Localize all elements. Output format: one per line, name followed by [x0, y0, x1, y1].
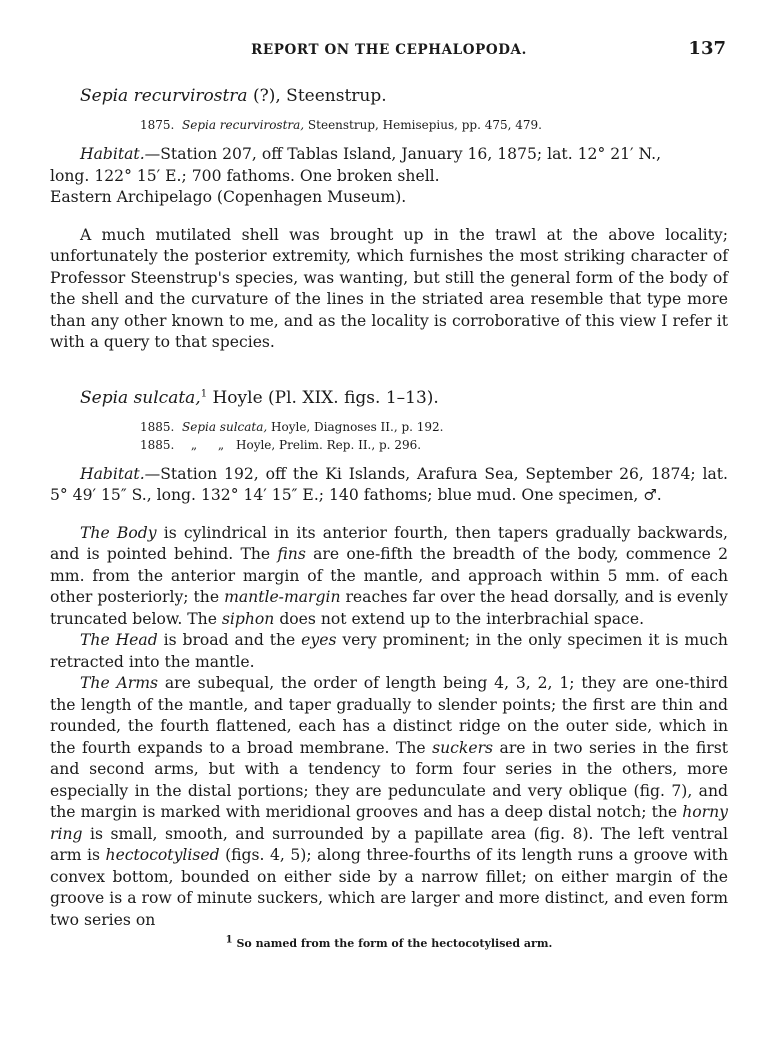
ref-year: 1885.	[140, 437, 175, 452]
male-symbol: ♂	[643, 486, 657, 504]
ref-text: Steenstrup, Hemisepius, pp. 475, 479.	[304, 118, 542, 132]
head-paragraph	[50, 630, 728, 673]
ditto-mark: „	[217, 437, 225, 452]
species-title-sulcata	[80, 388, 728, 408]
synonymy-entry	[140, 116, 728, 134]
ref-name: Sepia recurvirostra,	[182, 118, 305, 132]
ref-year: 1875.	[140, 118, 175, 132]
text: are subequal, the order of length being 4, 3, 2, 1; they are one-third the length of the mantle, and taper gradually to slender points; the first are thin and rounded, the fourth flattened, each has a distinct ridge on the outer side, which in the fourth expands to a broad membrane. The	[50, 674, 728, 757]
term: The Head	[80, 631, 158, 649]
habitat-text: —Station 207, off Tablas Island, January 16, 1875; lat. 12° 21′ N.,	[144, 145, 662, 163]
term: hectocotylised	[105, 846, 220, 864]
ref-text: Hoyle, Diagnoses II., p. 192.	[267, 419, 444, 434]
description-recurvirostra: A much mutilated shell was brought up in the trawl at the above locality; unfortunately the posterior extremity, which furnishes the most striking character of Professor Steenstrup's species, was wanting, but still the general form of the body of the shell and the curvature of the lines in the striated area resemble that type more than any other known to me, and as the locality is corroborative of this view I refer it with a query to that species.	[50, 225, 728, 351]
text: is small, smooth, and surrounded by a papillate area (fig. 8). The left ventral arm is	[50, 824, 728, 864]
term: horny ring	[50, 803, 728, 843]
text: are one-fifth the breadth of the body, commence 2 mm. from the anterior margin of the mantle, and approach within 5 mm. of each other posteriorly; the	[50, 545, 728, 606]
text: does not extend up to the interbrachial space.	[274, 609, 645, 628]
text: are in two series in the first and second arms, but with a tendency to form four series in the others, more especially in the distal portions; they are pedunculate and very oblique (fig. 7), and the margin is marked with meridional grooves and has a deep distal notch; the	[50, 738, 728, 821]
habitat-label: Habitat.	[80, 464, 145, 483]
species-name: Sepia sulcata,	[80, 387, 201, 408]
footnote-mark: 1	[225, 934, 233, 946]
synonymy-entry	[140, 436, 728, 454]
ditto-mark: „	[190, 437, 198, 452]
species-title-recurvirostra	[80, 86, 728, 106]
habitat-end: .	[656, 486, 662, 504]
habitat-text-3: Eastern Archipelago (Copenhagen Museum).	[50, 188, 407, 206]
term: fins	[277, 545, 306, 563]
habitat-label: Habitat.	[80, 145, 145, 163]
species-author: Hoyle (Pl. XIX. figs. 1–13).	[207, 387, 439, 408]
term: suckers	[432, 738, 494, 757]
page	[50, 36, 728, 950]
species-name: Sepia recurvirostra	[80, 86, 248, 106]
footnote-text: So named from the form of the hectocotylised arm.	[232, 937, 553, 950]
ref-name: Sepia sulcata,	[182, 419, 268, 434]
body-paragraph	[50, 523, 728, 631]
footnote	[50, 934, 728, 950]
term: siphon	[221, 609, 275, 628]
footnote-ref: 1	[200, 387, 208, 399]
text: is broad and the	[157, 631, 302, 649]
synonymy-recurvirostra	[140, 116, 728, 134]
synonymy-entry	[140, 418, 728, 436]
page-number: 137	[688, 38, 726, 59]
ref-text: Hoyle, Prelim. Rep. II., p. 296.	[236, 437, 422, 452]
habitat-text-2: long. 122° 15′ E.; 700 fathoms. One broken shell.	[50, 166, 440, 185]
term: mantle-margin	[224, 588, 341, 606]
text: is cylindrical in its anterior fourth, then tapers gradually backwards, and is pointed behind. The	[50, 523, 728, 563]
page-header	[50, 36, 728, 64]
running-head: REPORT ON THE CEPHALOPODA.	[251, 42, 527, 58]
arms-paragraph	[50, 673, 728, 931]
text: (figs. 4, 5); along three-fourths of its length runs a groove with convex bottom, bounded on either side by a narrow fillet; on either margin of the groove is a row of minute suckers, which are larger and more distinct, and even form two series on	[50, 846, 728, 929]
term: The Arms	[80, 674, 159, 692]
term: The Body	[80, 523, 157, 542]
species-author: (?), Steenstrup.	[247, 86, 387, 106]
synonymy-sulcata	[140, 418, 728, 454]
ref-year: 1885.	[140, 419, 175, 434]
habitat-text: —Station 192, off the Ki Islands, Arafura Sea, September 26, 1874; lat. 5° 49′ 15″ S., long. 132° 14′ 15″ E.; 140 fathoms; blue mud. One specimen,	[50, 464, 728, 504]
text: very prominent; in the only specimen it is much retracted into the mantle.	[50, 631, 728, 671]
term: eyes	[301, 631, 337, 649]
text: reaches far over the head dorsally, and is evenly truncated below. The	[50, 588, 728, 628]
habitat-recurvirostra	[50, 144, 728, 209]
habitat-sulcata	[50, 464, 728, 507]
